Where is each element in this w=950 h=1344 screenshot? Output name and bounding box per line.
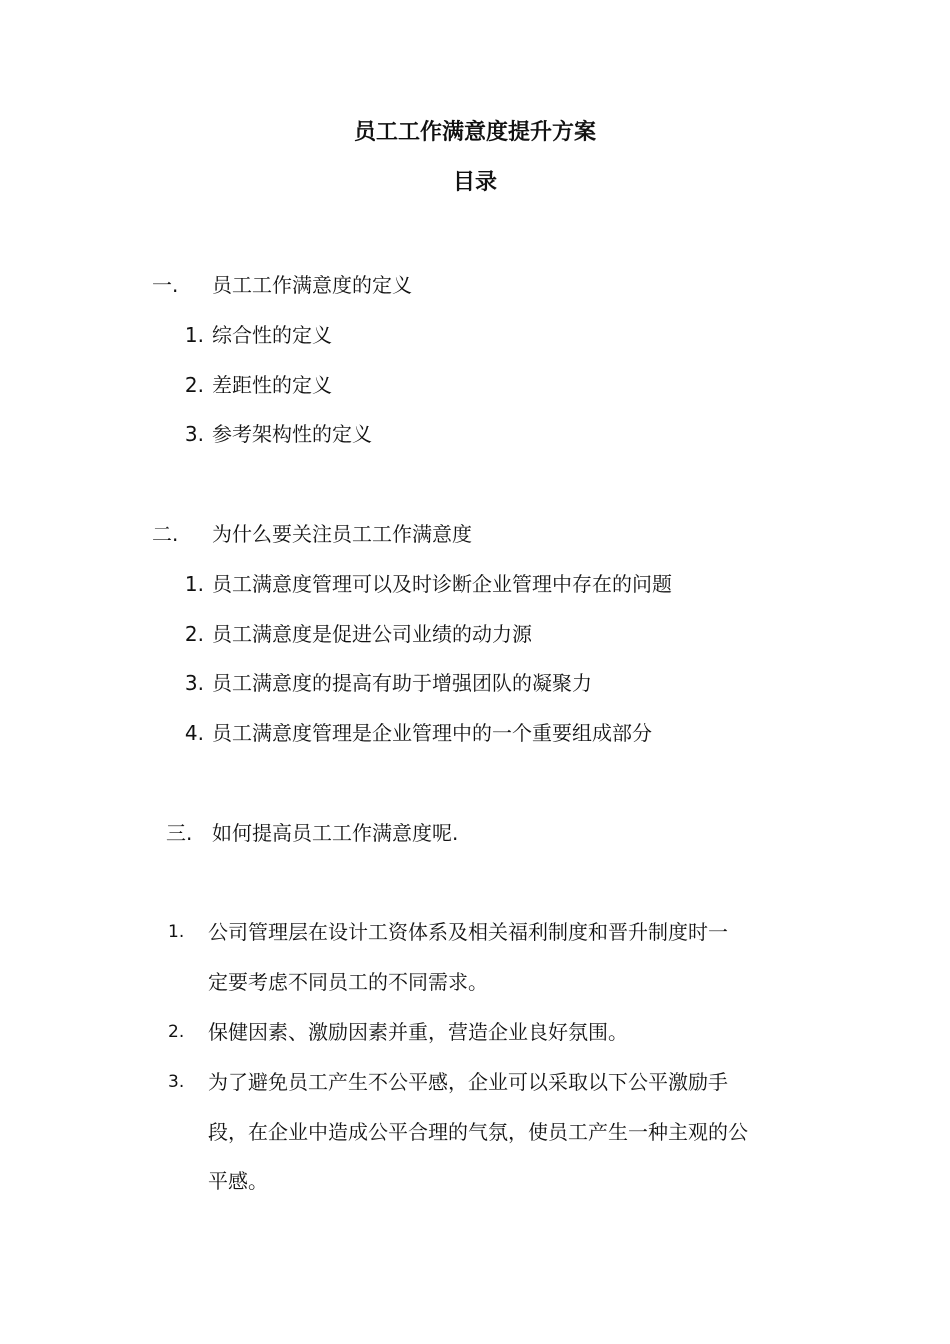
measure-text-line: 为了避免员工产生不公平感，企业可以采取以下公平激励手 [208, 1070, 728, 1094]
toc-item-number: 4. [184, 721, 204, 745]
toc-item-number: 1. [184, 323, 204, 347]
section-number: 三. [166, 821, 193, 845]
toc-item-text: 员工满意度的提高有助于增强团队的凝聚力 [212, 671, 592, 695]
toc-item-text: 员工满意度是促进公司业绩的动力源 [212, 622, 532, 646]
measure-text-line: 公司管理层在设计工资体系及相关福利制度和晋升制度时一 [208, 920, 728, 944]
toc-item-number: 3. [184, 671, 204, 695]
toc-item-text: 员工满意度管理可以及时诊断企业管理中存在的问题 [212, 572, 672, 596]
measure-text-line: 保健因素、激励因素并重，营造企业良好氛围。 [208, 1020, 628, 1044]
section-title: 如何提高员工工作满意度呢. [212, 821, 459, 845]
document-title: 员工工作满意度提升方案 [353, 120, 596, 145]
toc-item-number: 2. [184, 622, 204, 646]
measure-text-line: 平感。 [208, 1169, 268, 1193]
section-number: 一. [152, 273, 179, 297]
section-title: 员工工作满意度的定义 [212, 273, 412, 297]
toc-item-number: 2. [184, 373, 204, 397]
measure-number: 1. [168, 922, 185, 942]
toc-item-text: 参考架构性的定义 [212, 422, 372, 446]
measure-text-line: 段，在企业中造成公平合理的气氛，使员工产生一种主观的公 [208, 1120, 748, 1144]
toc-item-number: 3. [184, 422, 204, 446]
toc-item-text: 差距性的定义 [212, 373, 332, 397]
toc-item-text: 综合性的定义 [212, 323, 332, 347]
measure-number: 3. [168, 1072, 185, 1092]
measure-number: 2. [168, 1022, 185, 1042]
measure-text-line: 定要考虑不同员工的不同需求。 [208, 970, 488, 994]
toc-item-text: 员工满意度管理是企业管理中的一个重要组成部分 [212, 721, 652, 745]
toc-heading: 目录 [452, 170, 497, 195]
toc-item-number: 1. [184, 572, 204, 596]
section-title: 为什么要关注员工工作满意度 [212, 522, 472, 546]
section-number: 二. [152, 522, 179, 546]
